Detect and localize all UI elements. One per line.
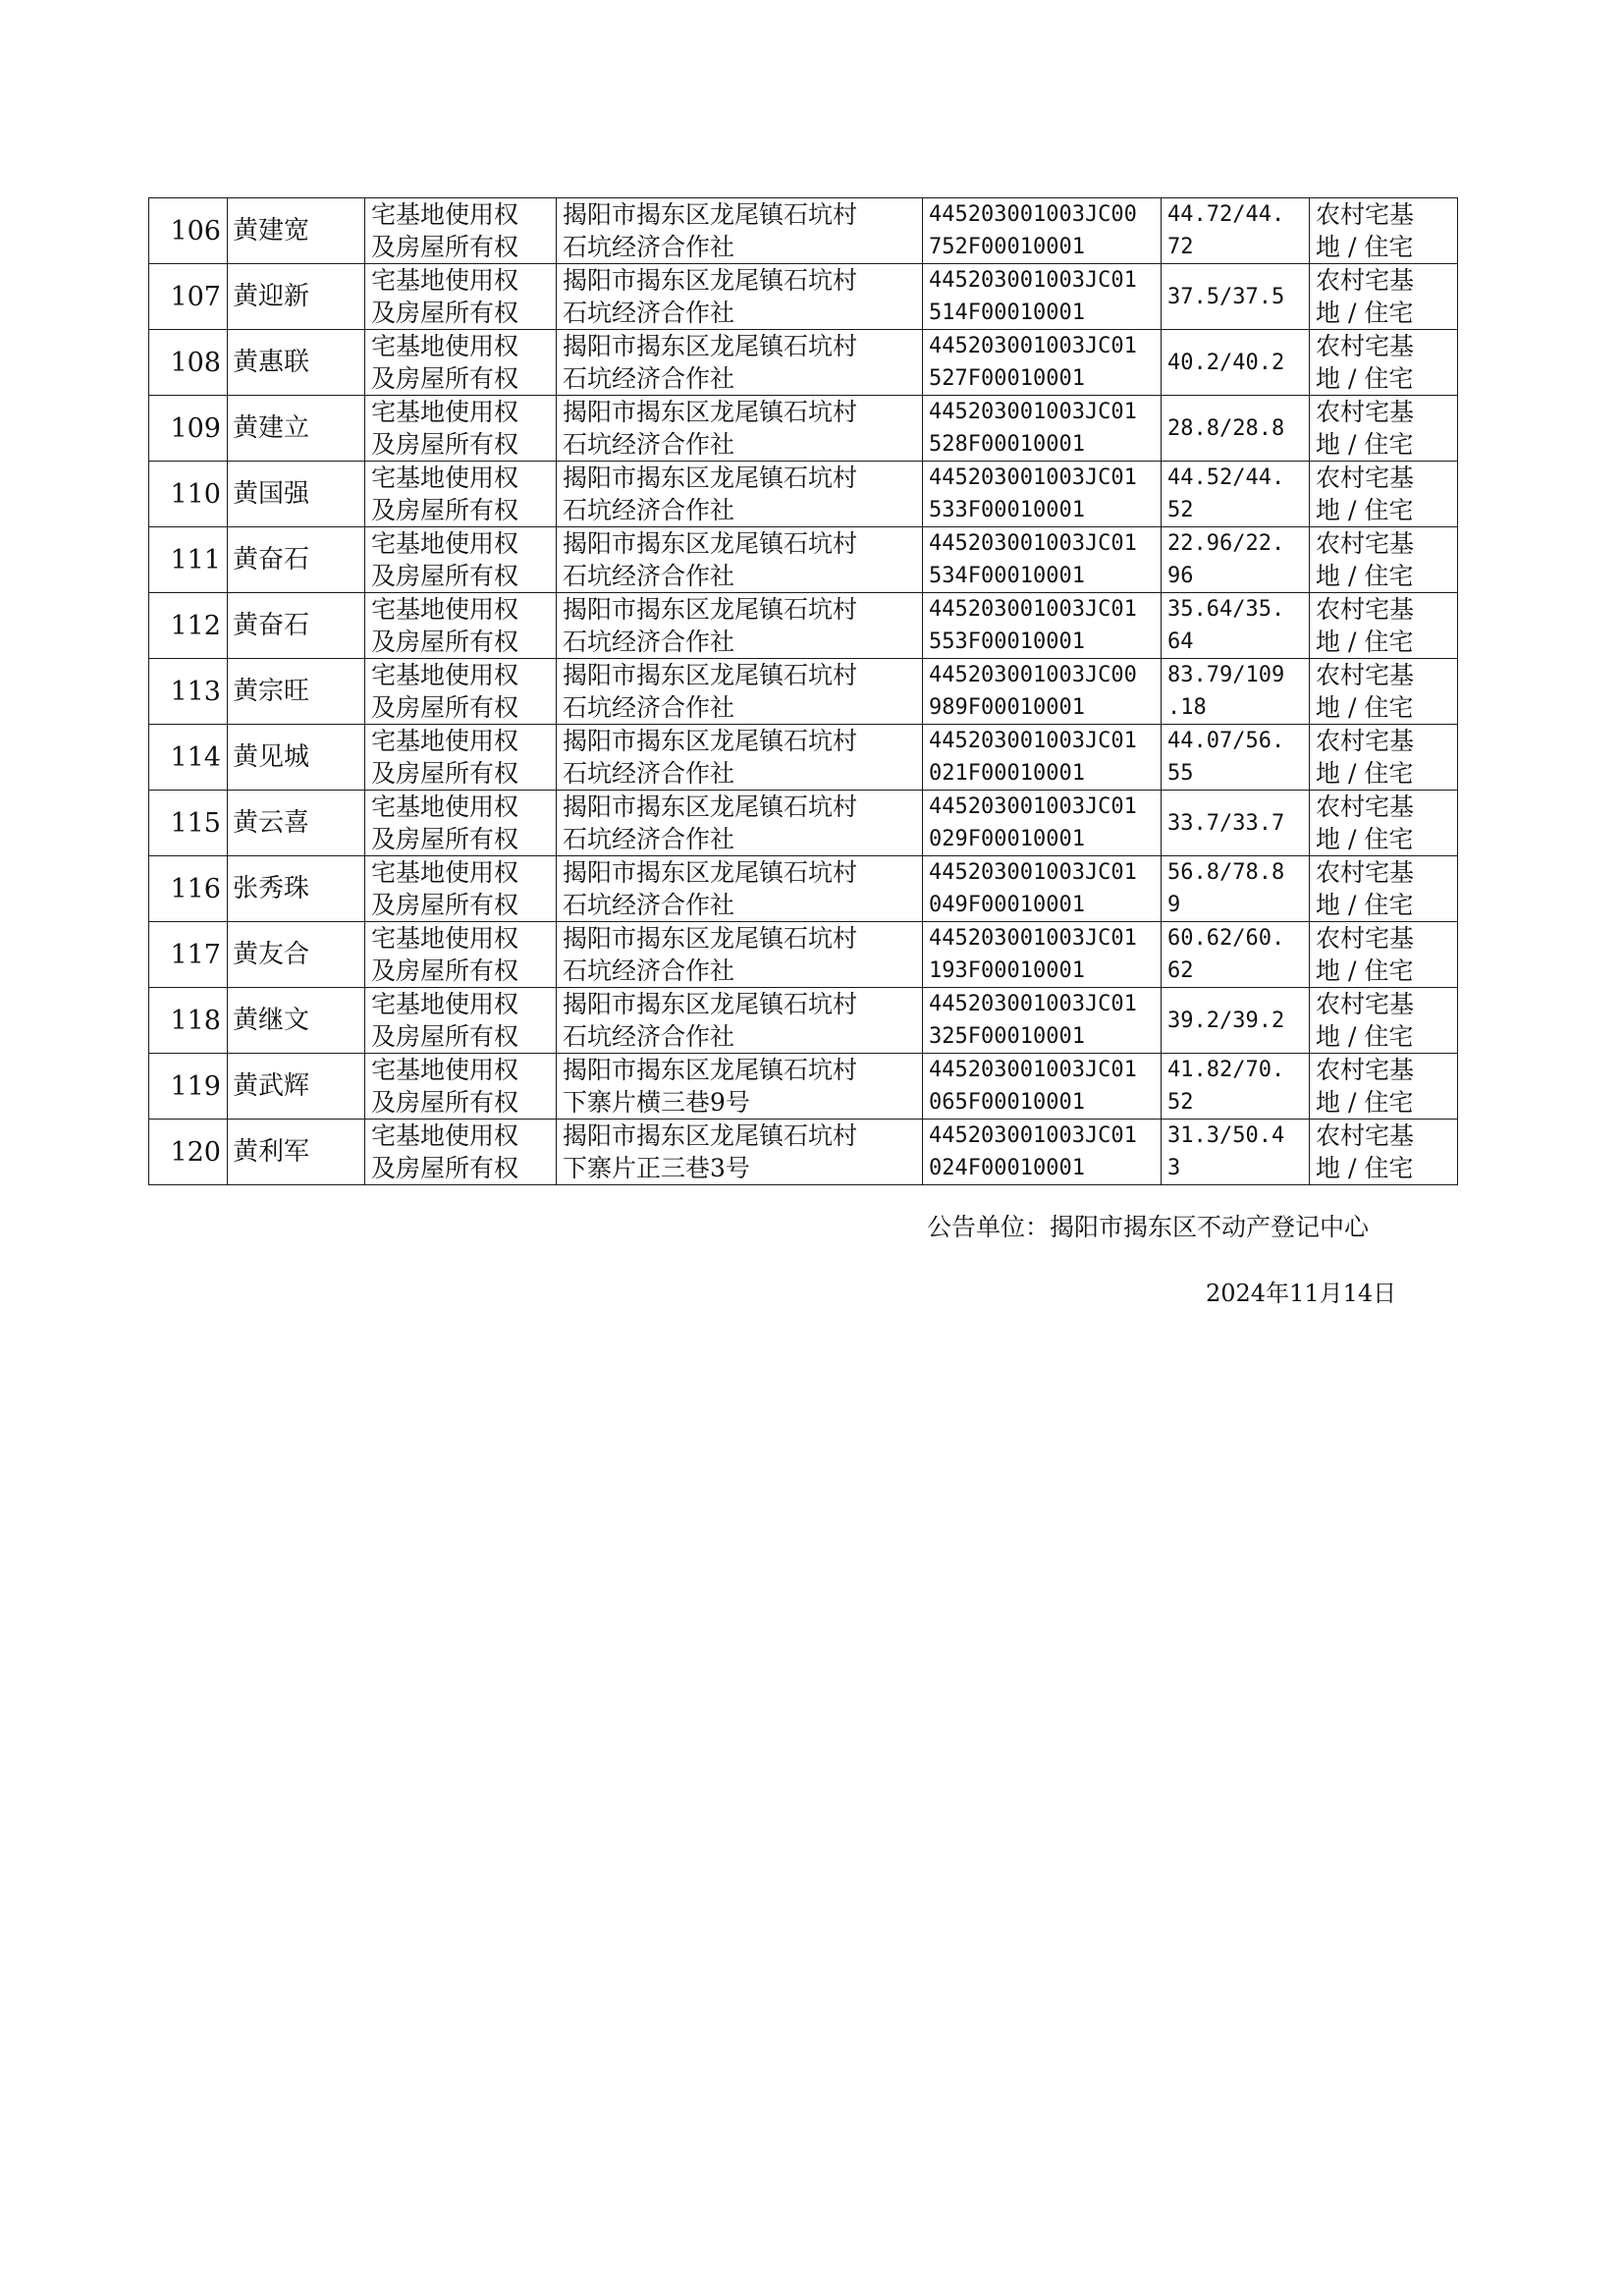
address-cell [557, 396, 923, 462]
unit-number-line: 533F00010001 [929, 498, 1085, 522]
area-line: 41.82/70. [1167, 1058, 1285, 1082]
table-row [149, 330, 1458, 396]
address-line: 揭阳市揭东区龙尾镇石坑村 [563, 398, 858, 426]
usage-line: 地 / 住宅 [1316, 364, 1414, 393]
usage-cell [1310, 527, 1458, 593]
owner-name-cell: 黄建宽 [228, 198, 365, 264]
unit-number-line: 989F00010001 [929, 695, 1085, 720]
table-row [149, 1120, 1458, 1185]
usage-cell [1310, 725, 1458, 791]
address-line: 揭阳市揭东区龙尾镇石坑村 [563, 661, 858, 689]
unit-number-line: 534F00010001 [929, 564, 1085, 588]
unit-number-line: 752F00010001 [929, 235, 1085, 259]
row-number-cell: 114 [149, 725, 228, 791]
usage-line: 农村宅基 [1316, 792, 1415, 821]
right-type-cell [365, 264, 557, 330]
right-type-cell [365, 396, 557, 462]
usage-line: 地 / 住宅 [1316, 1088, 1414, 1117]
right-type-line: 宅基地使用权 [371, 266, 519, 295]
unit-number-line: 445203001003JC01 [929, 1058, 1137, 1082]
address-line: 揭阳市揭东区龙尾镇石坑村 [563, 1121, 858, 1150]
unit-number-line: 514F00010001 [929, 301, 1085, 325]
address-line: 石坑经济合作社 [563, 430, 735, 459]
usage-line: 地 / 住宅 [1316, 496, 1414, 524]
right-type-line: 及房屋所有权 [371, 1088, 519, 1117]
unit-number-line: 029F00010001 [929, 827, 1085, 851]
right-type-cell [365, 922, 557, 988]
area-line: 39.2/39.2 [1167, 1008, 1285, 1033]
owner-name-cell: 黄迎新 [228, 264, 365, 330]
area-cell [1162, 1054, 1310, 1120]
row-number-cell: 113 [149, 659, 228, 725]
area-line: 56.8/78.8 [1167, 860, 1285, 885]
area-line: 60.62/60. [1167, 926, 1285, 951]
area-line: 44.72/44. [1167, 202, 1285, 227]
address-line: 石坑经济合作社 [563, 759, 735, 788]
area-line: 83.79/109 [1167, 663, 1285, 687]
unit-number-line: 445203001003JC01 [929, 465, 1137, 490]
address-cell [557, 527, 923, 593]
right-type-line: 及房屋所有权 [371, 1022, 519, 1051]
address-line: 揭阳市揭东区龙尾镇石坑村 [563, 464, 858, 492]
unit-number-line: 325F00010001 [929, 1024, 1085, 1049]
owner-name-cell: 黄云喜 [228, 791, 365, 856]
address-line: 揭阳市揭东区龙尾镇石坑村 [563, 595, 858, 624]
table-row [149, 791, 1458, 856]
table-row [149, 462, 1458, 527]
address-cell [557, 462, 923, 527]
unit-number-cell [923, 1120, 1162, 1185]
usage-line: 农村宅基 [1316, 727, 1415, 755]
unit-number-cell [923, 198, 1162, 264]
address-cell [557, 264, 923, 330]
area-line: 33.7/33.7 [1167, 810, 1285, 836]
usage-line: 农村宅基 [1316, 990, 1415, 1018]
usage-cell [1310, 330, 1458, 396]
address-cell [557, 1054, 923, 1120]
address-line: 揭阳市揭东区龙尾镇石坑村 [563, 924, 858, 953]
right-type-line: 及房屋所有权 [371, 628, 519, 656]
right-type-cell [365, 1054, 557, 1120]
usage-cell [1310, 659, 1458, 725]
row-number-cell: 115 [149, 791, 228, 856]
unit-number-cell [923, 725, 1162, 791]
right-type-cell [365, 791, 557, 856]
row-number-cell: 116 [149, 856, 228, 922]
right-type-line: 宅基地使用权 [371, 1121, 519, 1150]
area-cell [1162, 527, 1310, 593]
usage-line: 农村宅基 [1316, 332, 1415, 360]
unit-number-cell [923, 988, 1162, 1054]
area-cell [1162, 659, 1310, 725]
usage-line: 农村宅基 [1316, 858, 1415, 887]
usage-cell [1310, 922, 1458, 988]
usage-line: 地 / 住宅 [1316, 628, 1414, 656]
right-type-line: 及房屋所有权 [371, 956, 519, 985]
right-type-cell [365, 988, 557, 1054]
unit-number-line: 021F00010001 [929, 761, 1085, 786]
usage-line: 地 / 住宅 [1316, 759, 1414, 788]
row-number-cell: 107 [149, 264, 228, 330]
row-number-cell: 112 [149, 593, 228, 659]
owner-name-cell: 黄建立 [228, 396, 365, 462]
usage-line: 地 / 住宅 [1316, 562, 1414, 590]
address-line: 石坑经济合作社 [563, 1022, 735, 1051]
address-line: 揭阳市揭东区龙尾镇石坑村 [563, 1056, 858, 1084]
unit-number-line: 445203001003JC01 [929, 860, 1137, 885]
unit-number-line: 445203001003JC01 [929, 268, 1137, 293]
table-row [149, 988, 1458, 1054]
announcement-date: 2024年11月14日 [1206, 1280, 1397, 1307]
usage-cell [1310, 462, 1458, 527]
usage-line: 地 / 住宅 [1316, 956, 1414, 985]
unit-number-line: 445203001003JC01 [929, 334, 1137, 358]
unit-number-cell [923, 791, 1162, 856]
table-row [149, 659, 1458, 725]
owner-name-cell: 黄奋石 [228, 527, 365, 593]
area-cell [1162, 462, 1310, 527]
right-type-line: 宅基地使用权 [371, 924, 519, 953]
right-type-cell [365, 725, 557, 791]
unit-number-line: 527F00010001 [929, 366, 1085, 391]
unit-number-line: 528F00010001 [929, 432, 1085, 457]
unit-number-cell [923, 1054, 1162, 1120]
right-type-line: 及房屋所有权 [371, 825, 519, 853]
usage-line: 农村宅基 [1316, 661, 1415, 689]
right-type-cell [365, 330, 557, 396]
right-type-line: 及房屋所有权 [371, 364, 519, 393]
row-number-cell: 110 [149, 462, 228, 527]
area-cell [1162, 791, 1310, 856]
unit-number-cell [923, 856, 1162, 922]
unit-number-line: 445203001003JC01 [929, 400, 1137, 424]
row-number-cell: 111 [149, 527, 228, 593]
area-line: 62 [1167, 958, 1194, 983]
address-line: 下寨片正三巷3号 [563, 1154, 750, 1182]
unit-number-cell [923, 330, 1162, 396]
area-line: 96 [1167, 564, 1194, 588]
usage-cell [1310, 1120, 1458, 1185]
usage-cell [1310, 198, 1458, 264]
usage-cell [1310, 593, 1458, 659]
right-type-line: 宅基地使用权 [371, 464, 519, 492]
area-cell [1162, 856, 1310, 922]
unit-number-cell [923, 922, 1162, 988]
usage-line: 农村宅基 [1316, 529, 1415, 558]
row-number-cell: 117 [149, 922, 228, 988]
right-type-line: 及房屋所有权 [371, 891, 519, 919]
unit-number-line: 065F00010001 [929, 1090, 1085, 1115]
unit-number-line: 445203001003JC00 [929, 202, 1137, 227]
address-cell [557, 330, 923, 396]
address-line: 石坑经济合作社 [563, 956, 735, 985]
unit-number-line: 445203001003JC01 [929, 531, 1137, 556]
unit-number-line: 445203001003JC01 [929, 794, 1137, 819]
usage-line: 地 / 住宅 [1316, 693, 1414, 722]
right-type-line: 宅基地使用权 [371, 661, 519, 689]
right-type-line: 及房屋所有权 [371, 496, 519, 524]
area-cell [1162, 330, 1310, 396]
area-line: 72 [1167, 235, 1194, 259]
usage-line: 农村宅基 [1316, 1056, 1415, 1084]
right-type-line: 及房屋所有权 [371, 1154, 519, 1182]
area-line: 31.3/50.4 [1167, 1123, 1285, 1148]
usage-cell [1310, 988, 1458, 1054]
notice-table [148, 197, 1458, 1185]
area-cell [1162, 1120, 1310, 1185]
usage-line: 农村宅基 [1316, 924, 1415, 953]
right-type-line: 宅基地使用权 [371, 529, 519, 558]
usage-line: 地 / 住宅 [1316, 825, 1414, 853]
right-type-line: 宅基地使用权 [371, 332, 519, 360]
usage-line: 地 / 住宅 [1316, 233, 1414, 261]
right-type-line: 宅基地使用权 [371, 858, 519, 887]
usage-line: 农村宅基 [1316, 464, 1415, 492]
unit-number-cell [923, 462, 1162, 527]
unit-number-cell [923, 264, 1162, 330]
address-line: 揭阳市揭东区龙尾镇石坑村 [563, 792, 858, 821]
right-type-line: 宅基地使用权 [371, 792, 519, 821]
owner-name-cell: 黄宗旺 [228, 659, 365, 725]
unit-number-line: 553F00010001 [929, 629, 1085, 654]
right-type-line: 宅基地使用权 [371, 727, 519, 755]
area-line: 3 [1167, 1156, 1181, 1180]
address-line: 石坑经济合作社 [563, 496, 735, 524]
address-cell [557, 725, 923, 791]
unit-number-cell [923, 396, 1162, 462]
usage-cell [1310, 264, 1458, 330]
usage-cell [1310, 1054, 1458, 1120]
address-cell [557, 593, 923, 659]
address-line: 揭阳市揭东区龙尾镇石坑村 [563, 727, 858, 755]
right-type-line: 宅基地使用权 [371, 1056, 519, 1084]
row-number-cell: 118 [149, 988, 228, 1054]
usage-line: 地 / 住宅 [1316, 299, 1414, 327]
row-number-cell: 109 [149, 396, 228, 462]
address-line: 石坑经济合作社 [563, 233, 735, 261]
area-cell [1162, 264, 1310, 330]
owner-name-cell: 黄友合 [228, 922, 365, 988]
right-type-line: 及房屋所有权 [371, 430, 519, 459]
table-row [149, 396, 1458, 462]
right-type-line: 及房屋所有权 [371, 562, 519, 590]
usage-line: 农村宅基 [1316, 595, 1415, 624]
unit-number-cell [923, 527, 1162, 593]
owner-name-cell: 黄国强 [228, 462, 365, 527]
usage-line: 农村宅基 [1316, 200, 1415, 229]
owner-name-cell: 黄利军 [228, 1120, 365, 1185]
address-line: 石坑经济合作社 [563, 562, 735, 590]
area-line: 55 [1167, 761, 1194, 786]
address-line: 石坑经济合作社 [563, 891, 735, 919]
address-line: 揭阳市揭东区龙尾镇石坑村 [563, 858, 858, 887]
usage-line: 地 / 住宅 [1316, 430, 1414, 459]
area-line: 44.52/44. [1167, 465, 1285, 490]
unit-number-line: 049F00010001 [929, 893, 1085, 917]
area-cell [1162, 198, 1310, 264]
usage-line: 农村宅基 [1316, 266, 1415, 295]
row-number-cell: 106 [149, 198, 228, 264]
right-type-line: 及房屋所有权 [371, 299, 519, 327]
owner-name-cell: 张秀珠 [228, 856, 365, 922]
usage-cell [1310, 791, 1458, 856]
row-number-cell: 108 [149, 330, 228, 396]
right-type-cell [365, 1120, 557, 1185]
table-row [149, 725, 1458, 791]
area-line: 40.2/40.2 [1167, 350, 1285, 375]
announcing-organization: 公告单位：揭阳市揭东区不动产登记中心 [927, 1213, 1370, 1241]
usage-line: 地 / 住宅 [1316, 891, 1414, 919]
area-line: 52 [1167, 498, 1194, 522]
area-cell [1162, 922, 1310, 988]
right-type-line: 宅基地使用权 [371, 398, 519, 426]
table-row [149, 264, 1458, 330]
right-type-cell [365, 527, 557, 593]
address-line: 揭阳市揭东区龙尾镇石坑村 [563, 200, 858, 229]
address-line: 石坑经济合作社 [563, 825, 735, 853]
address-cell [557, 988, 923, 1054]
right-type-cell [365, 659, 557, 725]
row-number-cell: 119 [149, 1054, 228, 1120]
table-row [149, 527, 1458, 593]
address-cell [557, 791, 923, 856]
address-line: 石坑经济合作社 [563, 364, 735, 393]
owner-name-cell: 黄见城 [228, 725, 365, 791]
right-type-line: 及房屋所有权 [371, 759, 519, 788]
usage-cell [1310, 396, 1458, 462]
right-type-line: 及房屋所有权 [371, 693, 519, 722]
usage-line: 农村宅基 [1316, 398, 1415, 426]
usage-line: 农村宅基 [1316, 1121, 1415, 1150]
area-line: 35.64/35. [1167, 597, 1285, 622]
owner-name-cell: 黄武辉 [228, 1054, 365, 1120]
area-cell [1162, 988, 1310, 1054]
address-cell [557, 659, 923, 725]
table-body [149, 198, 1458, 1185]
right-type-cell [365, 856, 557, 922]
address-cell [557, 1120, 923, 1185]
area-cell [1162, 396, 1310, 462]
owner-name-cell: 黄继文 [228, 988, 365, 1054]
unit-number-line: 445203001003JC01 [929, 926, 1137, 951]
right-type-line: 宅基地使用权 [371, 200, 519, 229]
unit-number-cell [923, 659, 1162, 725]
usage-cell [1310, 856, 1458, 922]
unit-number-line: 445203001003JC01 [929, 1123, 1137, 1148]
address-line: 揭阳市揭东区龙尾镇石坑村 [563, 529, 858, 558]
owner-name-cell: 黄奋石 [228, 593, 365, 659]
unit-number-line: 445203001003JC01 [929, 992, 1137, 1016]
right-type-line: 宅基地使用权 [371, 595, 519, 624]
unit-number-cell [923, 593, 1162, 659]
owner-name-cell: 黄惠联 [228, 330, 365, 396]
table-row [149, 593, 1458, 659]
address-cell [557, 856, 923, 922]
address-line: 揭阳市揭东区龙尾镇石坑村 [563, 990, 858, 1018]
table-row [149, 856, 1458, 922]
address-cell [557, 922, 923, 988]
area-line: 9 [1167, 893, 1181, 917]
address-line: 石坑经济合作社 [563, 693, 735, 722]
area-line: 28.8/28.8 [1167, 415, 1285, 441]
right-type-cell [365, 462, 557, 527]
table-row [149, 1054, 1458, 1120]
right-type-line: 宅基地使用权 [371, 990, 519, 1018]
table-row [149, 922, 1458, 988]
unit-number-line: 445203001003JC01 [929, 729, 1137, 753]
unit-number-line: 445203001003JC01 [929, 597, 1137, 622]
right-type-line: 及房屋所有权 [371, 233, 519, 261]
address-line: 石坑经济合作社 [563, 299, 735, 327]
address-line: 揭阳市揭东区龙尾镇石坑村 [563, 266, 858, 295]
unit-number-line: 445203001003JC00 [929, 663, 1137, 687]
unit-number-line: 193F00010001 [929, 958, 1085, 983]
area-line: 52 [1167, 1090, 1194, 1115]
usage-line: 地 / 住宅 [1316, 1022, 1414, 1051]
usage-line: 地 / 住宅 [1316, 1154, 1414, 1182]
area-cell [1162, 593, 1310, 659]
area-line: 37.5/37.5 [1167, 284, 1285, 309]
table-row [149, 198, 1458, 264]
address-line: 石坑经济合作社 [563, 628, 735, 656]
area-line: .18 [1167, 695, 1207, 720]
address-line: 下寨片横三巷9号 [563, 1088, 750, 1117]
right-type-cell [365, 198, 557, 264]
area-cell [1162, 725, 1310, 791]
unit-number-line: 024F00010001 [929, 1156, 1085, 1180]
row-number-cell: 120 [149, 1120, 228, 1185]
right-type-cell [365, 593, 557, 659]
area-line: 22.96/22. [1167, 531, 1285, 556]
area-line: 44.07/56. [1167, 729, 1285, 753]
area-line: 64 [1167, 629, 1194, 654]
address-cell [557, 198, 923, 264]
address-line: 揭阳市揭东区龙尾镇石坑村 [563, 332, 858, 360]
